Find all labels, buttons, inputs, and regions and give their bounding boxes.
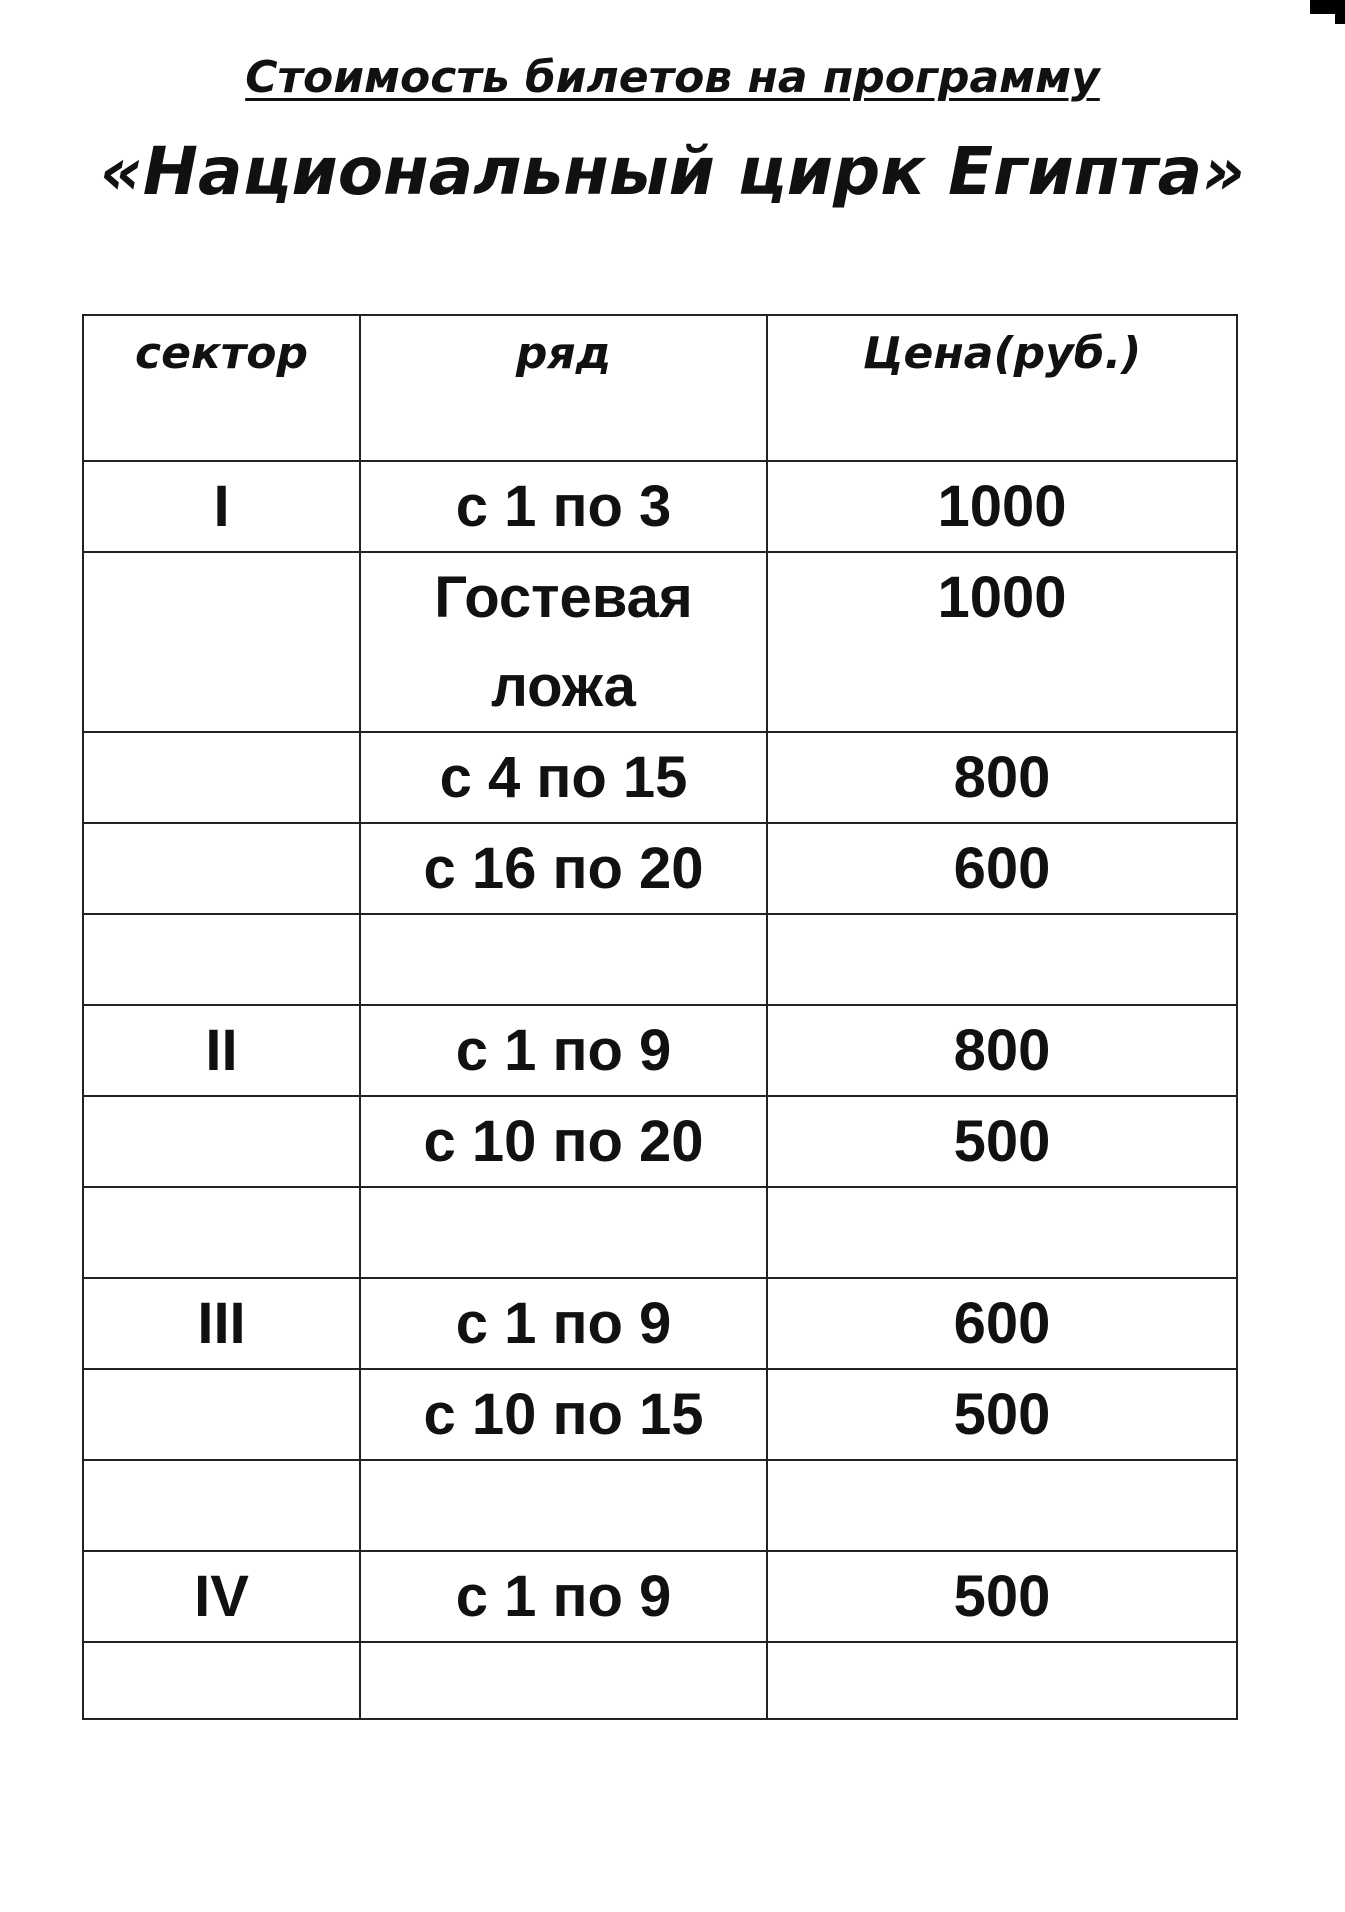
cell-row: с 10 по 20: [360, 1096, 767, 1187]
cell-sector: [83, 1187, 360, 1278]
cell-row: с 16 по 20: [360, 823, 767, 914]
cell-price: 500: [767, 1096, 1237, 1187]
cell-sector: I: [83, 461, 360, 552]
cell-sector: III: [83, 1278, 360, 1369]
cell-row: [360, 1642, 767, 1719]
cell-row: с 1 по 9: [360, 1278, 767, 1369]
cell-sector: IV: [83, 1551, 360, 1642]
table-row: [83, 1369, 1237, 1460]
cell-row: с 10 по 15: [360, 1369, 767, 1460]
cell-sector: II: [83, 1005, 360, 1096]
cell-row: [360, 1460, 767, 1551]
cell-price: [767, 1187, 1237, 1278]
table-row: [83, 1096, 1237, 1187]
cell-row: Гостевая ложа: [360, 552, 767, 732]
cell-sector: [83, 1642, 360, 1719]
cell-row: [360, 914, 767, 1005]
cell-sector: [83, 732, 360, 823]
header-sector: сектор: [83, 315, 360, 461]
cell-price: 800: [767, 1005, 1237, 1096]
cell-sector: [83, 823, 360, 914]
table-row: [83, 823, 1237, 914]
cell-sector: [83, 1096, 360, 1187]
cell-price: 800: [767, 732, 1237, 823]
subtitle-text: Стоимость билетов на программу: [245, 52, 1100, 103]
page-subtitle: [0, 50, 1345, 106]
cell-sector: [83, 1369, 360, 1460]
scan-mark: [1310, 0, 1345, 14]
table-row: [83, 552, 1237, 732]
page-title: «Национальный цирк Египта»: [99, 133, 1246, 210]
header-row: ряд: [360, 315, 767, 461]
cell-sector: [83, 914, 360, 1005]
table-row: [83, 914, 1237, 1005]
header-price: Цена(руб.): [767, 315, 1237, 461]
cell-price: [767, 1460, 1237, 1551]
cell-price: 500: [767, 1369, 1237, 1460]
cell-sector: [83, 1460, 360, 1551]
table-row: [83, 1187, 1237, 1278]
cell-row: [360, 1187, 767, 1278]
cell-row: с 1 по 3: [360, 461, 767, 552]
table-row: [83, 1642, 1237, 1719]
table-row: [83, 461, 1237, 552]
cell-row: с 1 по 9: [360, 1551, 767, 1642]
table-row: [83, 1278, 1237, 1369]
cell-price: 500: [767, 1551, 1237, 1642]
cell-sector: [83, 552, 360, 732]
cell-price: 1000: [767, 552, 1237, 732]
table-row: [83, 732, 1237, 823]
price-table: [82, 314, 1238, 1720]
cell-price: 1000: [767, 461, 1237, 552]
cell-row: с 4 по 15: [360, 732, 767, 823]
scan-mark: [1335, 14, 1345, 24]
table-row: [83, 1005, 1237, 1096]
table-header-row: [83, 315, 1237, 461]
cell-row: с 1 по 9: [360, 1005, 767, 1096]
cell-price: [767, 1642, 1237, 1719]
cell-price: [767, 914, 1237, 1005]
table-row: [83, 1551, 1237, 1642]
table-row: [83, 1460, 1237, 1551]
cell-price: 600: [767, 1278, 1237, 1369]
cell-price: 600: [767, 823, 1237, 914]
